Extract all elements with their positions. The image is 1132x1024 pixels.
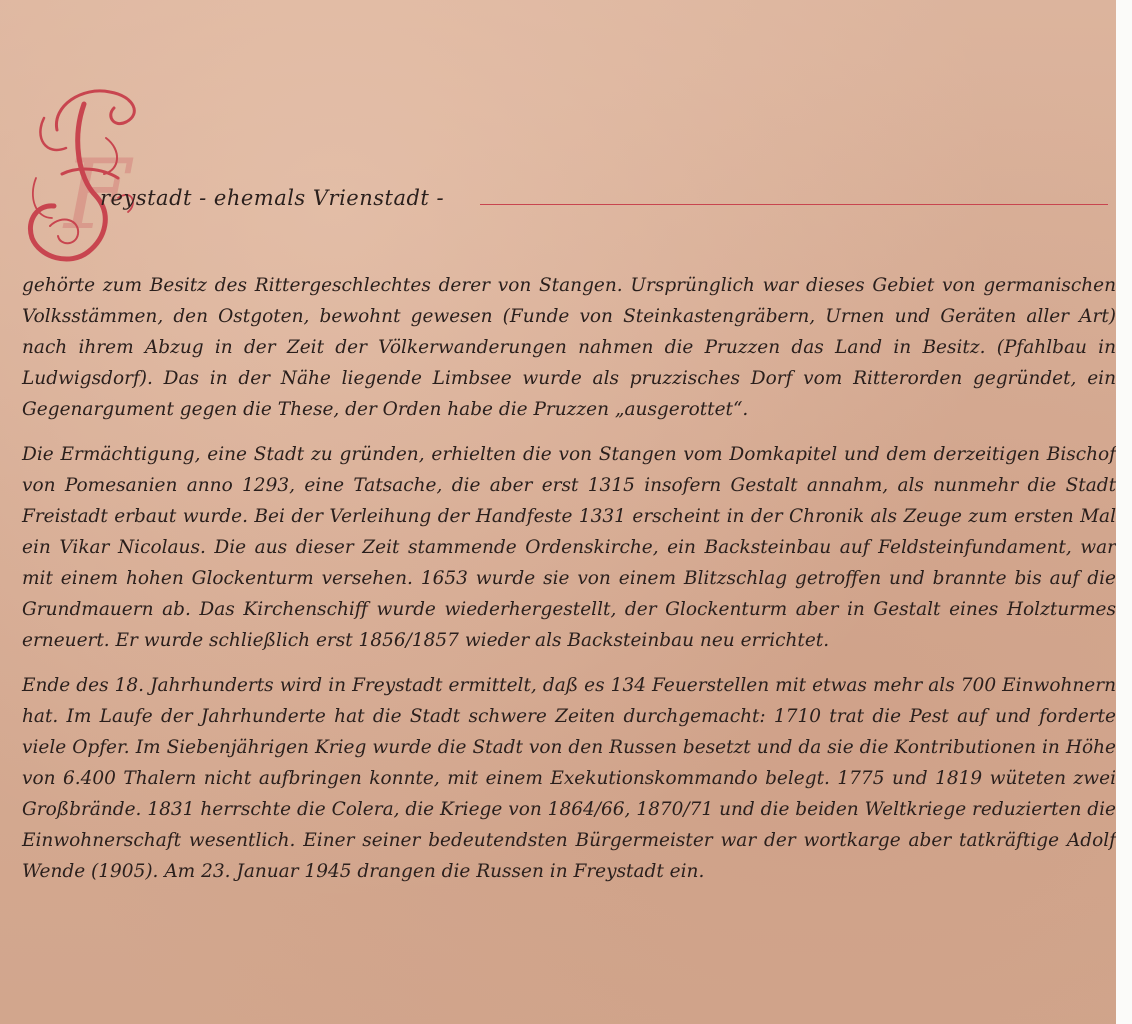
paragraph-1: gehörte zum Besitz des Rittergeschlechtes derer von Stangen. Ursprünglich war dieses Gebiet von germanischen Volksstämmen, den Ostgoten, bewohnt gewesen (Funde von Steinkastengräbern, Urnen und Geräten aller Art) nach ihrem Abzug in der Zeit der Völkerwanderungen nahmen die Pruzzen das Land in Besitz. (Pfahlbau in Ludwigsdorf). Das in der Nähe liegende Limbsee wurde als pruzzisches Dorf vom Ritterorden gegründet, ein Gegenargument gegen die These, der Orden habe die Pruzzen „ausgerottet“.: [22, 275, 1116, 420]
heading-rule: [480, 204, 1108, 205]
paragraph-3: Ende des 18. Jahrhunderts wird in Freystadt ermittelt, daß es 134 Feuerstellen mit etwas mehr als 700 Einwohnern hat. Im Laufe der Jahrhunderte hat die Stadt schwere Zeiten durchgemacht: 1710 trat die Pest auf und forderte viele Opfer. Im Siebenjährigen Krieg wurde die Stadt von den Russen besetzt und da sie die Kontributionen in Höhe von 6.400 Thalern nicht aufbringen konnte, mit einem Exekutionskommando belegt. 1775 und 1819 wüteten zwei Großbrände. 1831 herrschte die Colera, die Kriege von 1864/66, 1870/71 und die beiden Weltkriege reduzierten die Einwohnerschaft wesentlich. Einer seiner bedeutendsten Bürgermeister war der wortkarge aber tatkräftige Adolf Wende (1905). Am 23. Januar 1945 drangen die Russen in Freystadt ein.: [22, 675, 1116, 882]
body-text: [22, 270, 1116, 901]
paragraph-2: Die Ermächtigung, eine Stadt zu gründen, erhielten die von Stangen vom Domkapitel und dem derzeitigen Bischof von Pomesanien anno 1293, eine Tatsache, die aber erst 1315 insofern Gestalt annahm, als nunmehr die Stadt Freistadt erbaut wurde. Bei der Verleihung der Handfeste 1331 erscheint in der Chronik als Zeuge zum ersten Mal ein Vikar Nicolaus. Die aus dieser Zeit stammende Ordenskirche, ein Backsteinbau auf Feldsteinfundament, war mit einem hohen Glockenturm versehen. 1653 wurde sie von einem Blitzschlag getroffen und brannte bis auf die Grundmauern ab. Das Kirchenschiff wurde wiederhergestellt, der Glockenturm aber in Gestalt eines Holzturmes erneuert. Er wurde schließlich erst 1856/1857 wieder als Backsteinbau neu errichtet.: [22, 444, 1116, 651]
page-margin-edge: [1116, 0, 1132, 1024]
drop-cap-initial: [22, 78, 142, 274]
drop-cap-letter: F: [64, 139, 131, 251]
document-heading: reystadt - ehemals Vrienstadt -: [100, 186, 445, 210]
